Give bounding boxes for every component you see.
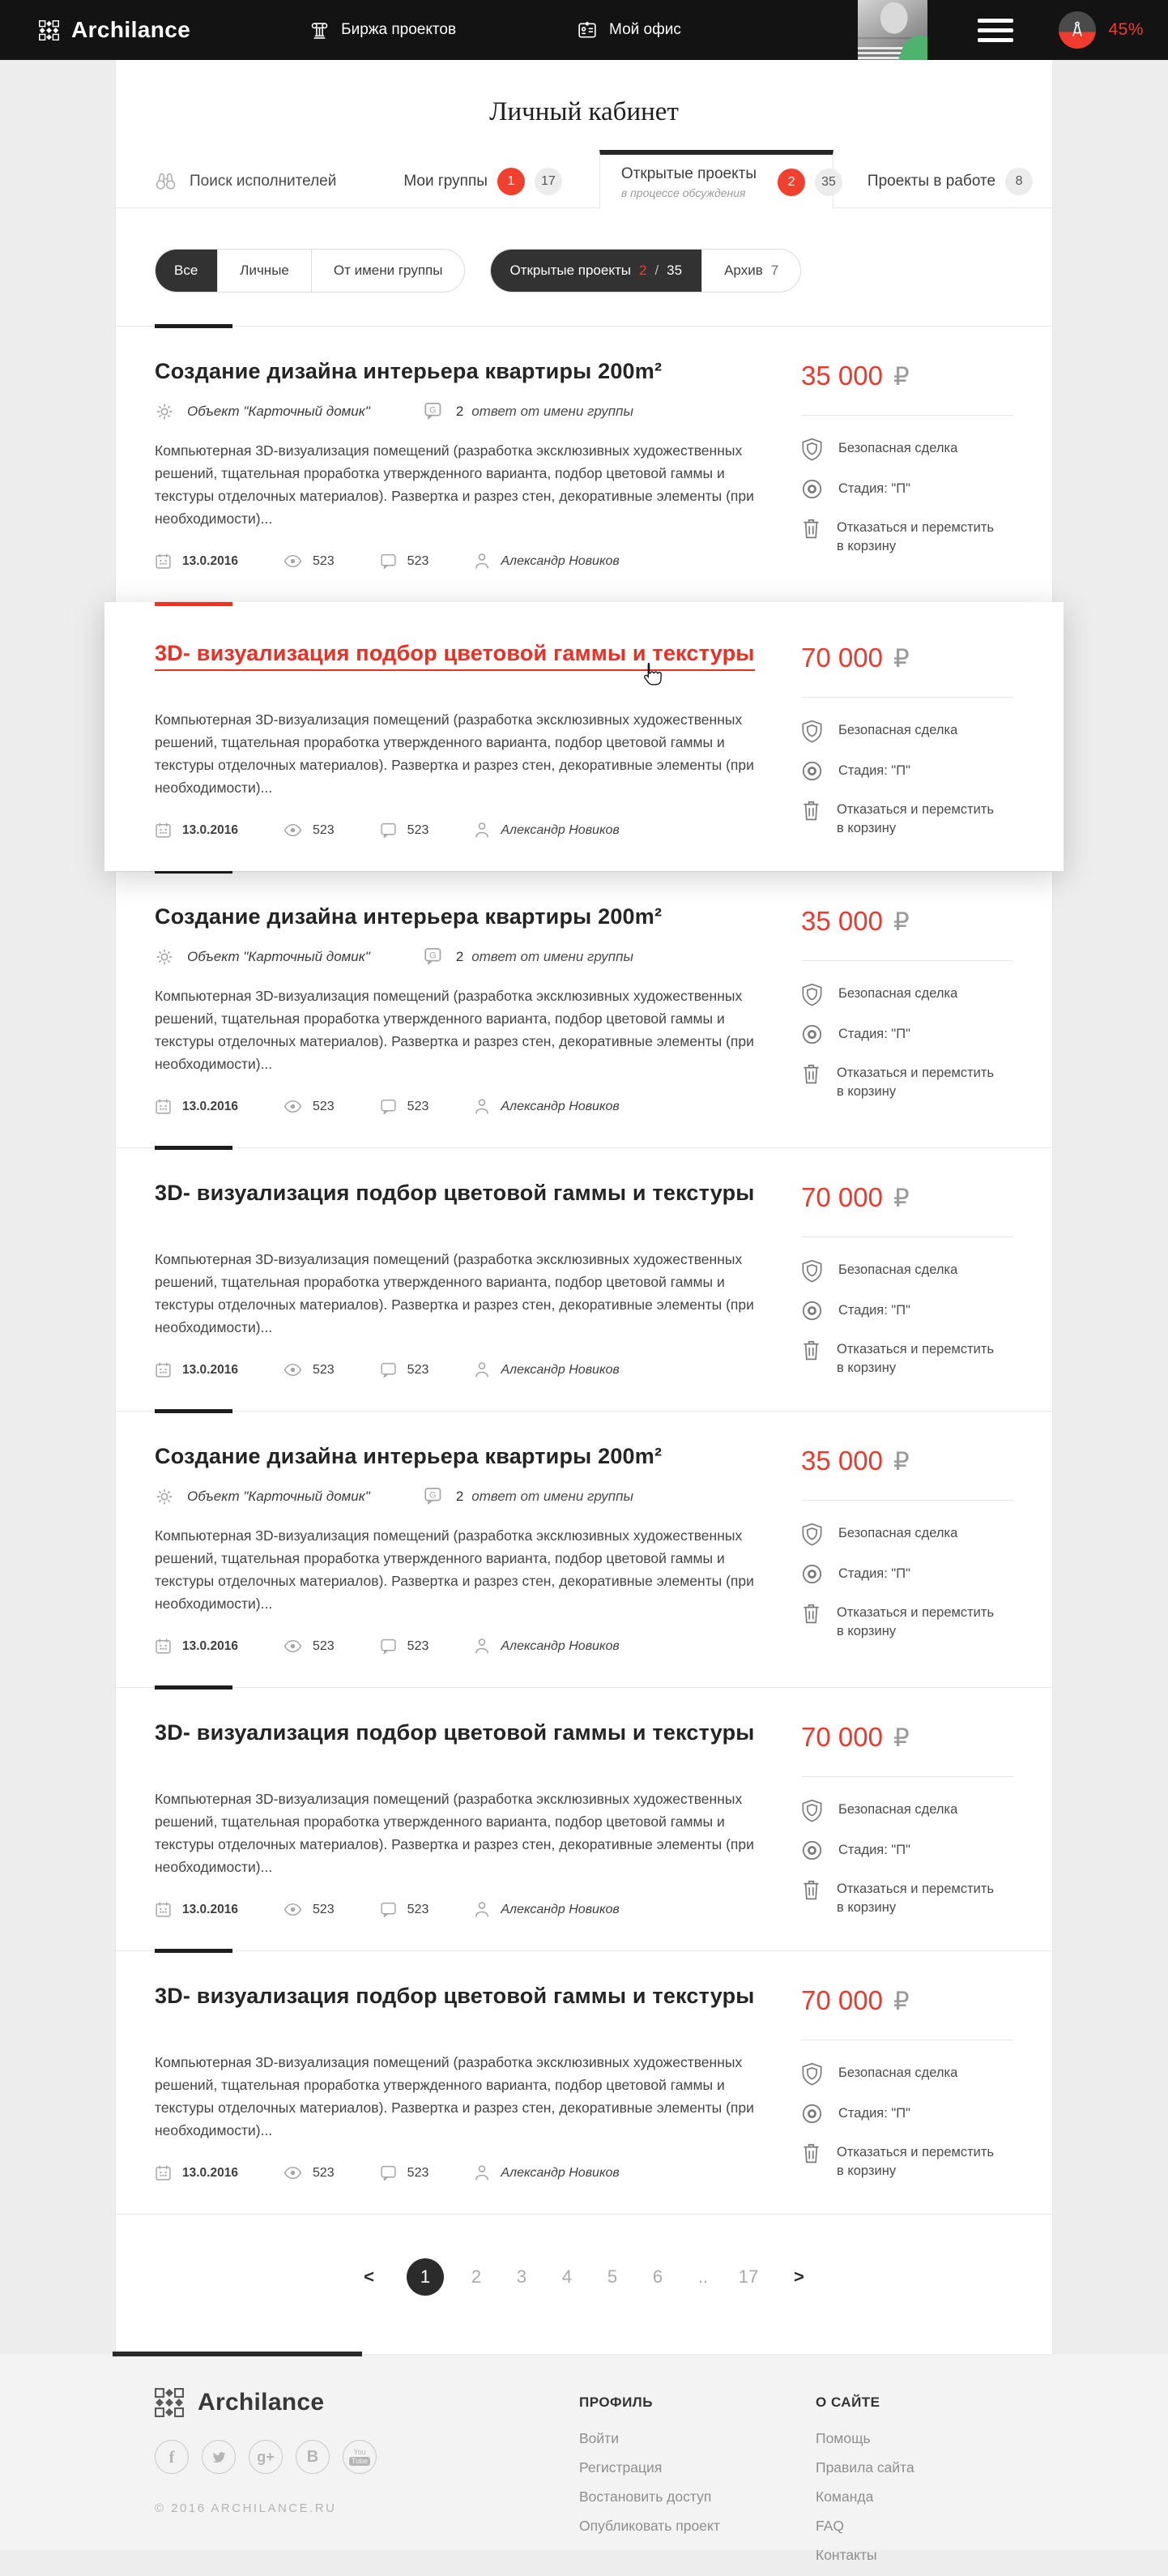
card-side-panel: [801, 1984, 1013, 2181]
total-count-badge: 17: [535, 168, 562, 195]
trash-icon: [801, 517, 821, 540]
publish-date: 13.0.2016: [155, 1361, 238, 1378]
copyright: © 2016 ARCHILANCE.RU: [155, 2501, 337, 2515]
project-price: 70 000 ₽: [801, 643, 910, 673]
open-total-count: 35: [667, 263, 683, 278]
total-count-badge: 35: [815, 169, 842, 196]
state-filter: [490, 249, 801, 293]
project-price: 70 000 ₽: [801, 1985, 910, 2015]
person-icon: [474, 822, 490, 839]
safe-deal-label: Безопасная сделка: [801, 721, 1013, 743]
divider: [801, 697, 1013, 698]
nav-item-exchange[interactable]: Биржа проектов: [310, 21, 456, 40]
comments-count[interactable]: 523: [380, 1901, 429, 1918]
project-card: [116, 1950, 1052, 2214]
shield-icon: [801, 720, 823, 743]
object-row: [155, 1486, 756, 1506]
total-count-badge: 8: [1005, 168, 1033, 195]
person-icon: [474, 1098, 490, 1115]
shield-icon: [801, 2062, 823, 2086]
card-side-panel: [801, 359, 1013, 570]
footer-logo[interactable]: [155, 2388, 579, 2417]
shield-icon: [801, 1523, 823, 1546]
views-count: 523: [283, 1363, 335, 1378]
group-replies-count: 2: [455, 1488, 464, 1504]
menu-icon[interactable]: [978, 19, 1013, 42]
footer-column: [816, 2388, 1013, 2576]
hand-cursor-icon: [639, 662, 662, 688]
person-icon: [474, 1638, 490, 1655]
object-row: [155, 401, 756, 421]
project-title-link[interactable]: Создание дизайна интерьера квартиры 200m²: [155, 1444, 663, 1468]
svg-text:G: G: [428, 1490, 437, 1501]
gear-icon: [155, 947, 174, 967]
project-description: Компьютерная 3D-визуализация помещений (разработка эксклюзивных художественных решений, тщательная проработка утвержденного варианта, подбор цветовой гаммы и текстуры отделочных материалов). Развертка и разрез стен, декоративные элементы (при необходимости)...: [155, 1527, 754, 1612]
stage-label: Стадия: "П": [801, 1301, 1013, 1322]
header: [0, 0, 1168, 60]
safe-deal-label: Безопасная сделка: [801, 1261, 1013, 1283]
object-row: [155, 946, 756, 967]
project-author[interactable]: Александр Новиков: [474, 1638, 619, 1655]
card-side-panel: [801, 904, 1013, 1115]
comments-count[interactable]: 523: [380, 822, 429, 839]
filter-personal[interactable]: Личные: [217, 250, 311, 292]
stage-target-icon: [801, 1563, 823, 1585]
project-meta: [155, 1638, 756, 1655]
footer-columns: [579, 2388, 1013, 2576]
project-card: [116, 1147, 1052, 1411]
divider: [801, 1776, 1013, 1777]
person-icon: [474, 1361, 490, 1378]
project-price: 70 000 ₽: [801, 1182, 910, 1212]
facebook-icon[interactable]: f: [155, 2440, 189, 2474]
group-replies-count: 2: [455, 948, 464, 964]
card-side-panel: [801, 1181, 1013, 1378]
new-count-badge: 2: [778, 169, 805, 196]
project-card: [116, 1687, 1052, 1950]
stage-target-icon: [801, 2103, 823, 2125]
card-side-panel: [801, 641, 1013, 839]
filter-open-projects[interactable]: Открытые проекты 2 / 35: [490, 249, 701, 293]
discard-button[interactable]: Отказаться и перемстить в корзину: [801, 519, 1013, 556]
project-title-link[interactable]: 3D- визуализация подбор цветовой гаммы и текстуры: [155, 1720, 755, 1745]
filter-group[interactable]: От имени группы: [311, 250, 465, 292]
comments-count[interactable]: 523: [380, 1638, 429, 1655]
card-side-panel: [801, 1444, 1013, 1655]
group-replies-label: ответ от имени группы: [471, 403, 633, 419]
discard-button[interactable]: Отказаться и перемстить в корзину: [801, 1064, 1013, 1101]
divider: [801, 960, 1013, 961]
person-icon: [474, 1901, 490, 1918]
views-count: 523: [283, 2166, 335, 2181]
youtube-icon[interactable]: You Tube: [343, 2440, 377, 2474]
project-title-link[interactable]: Создание дизайна интерьера квартиры 200m²: [155, 904, 663, 929]
ruble-sign: ₽: [893, 1184, 910, 1212]
google-plus-icon[interactable]: g+: [249, 2440, 283, 2474]
page-ellipsis: ..: [697, 2266, 709, 2287]
project-price: 35 000 ₽: [801, 1446, 910, 1476]
page-title: Личный кабинет: [489, 97, 679, 126]
stage-label: Стадия: "П": [801, 1565, 1013, 1585]
id-card-icon: [578, 20, 597, 40]
group-replies-label: ответ от имени группы: [471, 948, 633, 964]
project-author[interactable]: Александр Новиков: [474, 1901, 619, 1918]
tab-projects-in-work[interactable]: Проекты в работе 8: [867, 168, 1033, 195]
comment-icon: [380, 1638, 397, 1655]
eye-icon: [283, 1639, 302, 1653]
scope-filter: [155, 249, 465, 293]
new-count-badge: 1: [497, 168, 525, 195]
behance-icon[interactable]: B: [296, 2440, 330, 2474]
ruble-sign: ₽: [893, 908, 910, 936]
safe-deal-label: Безопасная сделка: [801, 985, 1013, 1006]
discard-button[interactable]: Отказаться и перемстить в корзину: [801, 2143, 1013, 2181]
trash-icon: [801, 2142, 821, 2164]
calendar-icon: [155, 822, 172, 839]
object-label: Объект "Карточный домик": [187, 403, 370, 419]
eye-icon: [283, 1100, 302, 1113]
page-number[interactable]: 4: [561, 2266, 573, 2287]
ruble-sign: ₽: [893, 1724, 910, 1752]
publish-date: 13.0.2016: [155, 822, 238, 839]
project-price: 35 000 ₽: [801, 361, 910, 391]
calendar-icon: [155, 1901, 172, 1918]
footer-column-title: ПРОФИЛЬ: [579, 2394, 653, 2410]
page-number[interactable]: 5: [607, 2266, 618, 2287]
project-description: Компьютерная 3D-визуализация помещений (разработка эксклюзивных художественных решений, тщательная проработка утвержденного варианта, подбор цветовой гаммы и текстуры отделочных материалов). Развертка и разрез стен, декоративные элементы (при необходимости)...: [155, 1251, 754, 1335]
ruble-sign: ₽: [893, 1447, 910, 1476]
project-meta: [155, 1098, 756, 1115]
trash-icon: [801, 799, 821, 822]
binoculars-icon: [155, 171, 177, 191]
user-avatar[interactable]: [858, 0, 927, 60]
brand-logo[interactable]: [39, 17, 190, 43]
pagination: [116, 2214, 1052, 2354]
calendar-icon: [155, 553, 172, 570]
trash-icon: [801, 1878, 821, 1901]
ruble-sign: ₽: [893, 644, 910, 673]
publish-date: 13.0.2016: [155, 553, 238, 570]
calendar-icon: [155, 1638, 172, 1655]
project-title-link[interactable]: 3D- визуализация подбор цветовой гаммы и текстуры: [155, 1984, 755, 2008]
project-price: 70 000 ₽: [801, 1722, 910, 1752]
compass-icon: [1068, 20, 1087, 40]
eye-icon: [283, 1903, 302, 1916]
tab-open-projects[interactable]: Открытые проекты в процессе обсуждения 2 35: [599, 150, 833, 209]
header-right: [858, 0, 1168, 60]
svg-text:G: G: [428, 405, 437, 416]
prev-page-arrow[interactable]: <: [364, 2266, 374, 2287]
tab-my-groups[interactable]: Мои группы 1 17: [403, 168, 562, 195]
project-author[interactable]: Александр Новиков: [474, 822, 619, 839]
object-label: Объект "Карточный домик": [187, 1488, 370, 1504]
footer-link[interactable]: Контакты: [816, 2547, 877, 2563]
project-description: Компьютерная 3D-визуализация помещений (разработка эксклюзивных художественных решений, тщательная проработка утвержденного варианта, подбор цветовой гаммы и текстуры отделочных материалов). Развертка и разрез стен, декоративные элементы (при необходимости)...: [155, 1791, 754, 1875]
publish-date: 13.0.2016: [155, 1901, 238, 1918]
stage-target-icon: [801, 1839, 823, 1861]
project-description: Компьютерная 3D-визуализация помещений (разработка эксклюзивных художественных решений, тщательная проработка утвержденного варианта, подбор цветовой гаммы и текстуры отделочных материалов). Развертка и разрез стен, декоративные элементы (при необходимости)...: [155, 711, 754, 796]
page-number[interactable]: 17: [738, 2266, 759, 2287]
project-description: Компьютерная 3D-визуализация помещений (разработка эксклюзивных художественных решений, тщательная проработка утвержденного варианта, подбор цветовой гаммы и текстуры отделочных материалов). Развертка и разрез стен, декоративные элементы (при необходимости)...: [155, 2054, 754, 2138]
tab-search-executors[interactable]: Поиск исполнителей: [155, 171, 336, 191]
comments-count[interactable]: 523: [380, 553, 429, 570]
filter-bar: [155, 249, 1052, 293]
project-author[interactable]: Александр Новиков: [474, 2164, 619, 2181]
footer-link[interactable]: Регистрация: [579, 2459, 663, 2476]
views-count: 523: [283, 1100, 335, 1114]
project-title-link[interactable]: 3D- визуализация подбор цветовой гаммы и текстуры: [155, 1181, 755, 1205]
header-nav: [310, 20, 681, 40]
lattice-logo-icon: [39, 20, 59, 41]
main-container: [116, 60, 1052, 2354]
eye-icon: [283, 2166, 302, 2180]
footer-link[interactable]: Правила сайта: [816, 2459, 914, 2476]
project-price: 35 000 ₽: [801, 906, 910, 936]
trash-icon: [801, 1602, 821, 1625]
discard-button[interactable]: Отказаться и перемстить в корзину: [801, 1340, 1013, 1378]
project-meta: [155, 2164, 756, 2181]
footer-link[interactable]: FAQ: [816, 2518, 845, 2534]
footer-column-title: О САЙТЕ: [816, 2394, 880, 2410]
footer-brand-name: Archilance: [198, 2389, 325, 2416]
stage-target-icon: [801, 760, 823, 782]
project-author[interactable]: Александр Новиков: [474, 553, 619, 570]
archive-count: 7: [770, 263, 779, 278]
safe-deal-label: Безопасная сделка: [801, 439, 1013, 461]
stage-target-icon: [801, 478, 823, 500]
footer-link[interactable]: Помощь: [816, 2430, 871, 2446]
next-page-arrow[interactable]: >: [794, 2266, 804, 2287]
project-title-link[interactable]: Создание дизайна интерьера квартиры 200m²: [155, 359, 663, 383]
gear-icon: [155, 1487, 174, 1506]
page-number[interactable]: 1: [407, 2258, 444, 2296]
nav-item-office[interactable]: Мой офис: [578, 20, 681, 40]
project-description: Компьютерная 3D-визуализация помещений (разработка эксклюзивных художественных решений, тщательная проработка утвержденного варианта, подбор цветовой гаммы и текстуры отделочных материалов). Развертка и разрез стен, декоративные элементы (при необходимости)...: [155, 988, 754, 1072]
safe-deal-label: Безопасная сделка: [801, 1801, 1013, 1822]
views-count: 523: [283, 554, 335, 569]
shield-icon: [801, 438, 823, 461]
stage-label: Стадия: "П": [801, 2104, 1013, 2125]
footer-link[interactable]: Востановить доступ: [579, 2488, 712, 2505]
comment-icon: [380, 822, 397, 839]
ruble-sign: ₽: [893, 362, 910, 391]
group-replies-count: 2: [455, 403, 464, 419]
publish-date: 13.0.2016: [155, 1098, 238, 1115]
page-number[interactable]: 6: [652, 2266, 663, 2287]
group-reply-icon: [424, 401, 444, 421]
object-label: Объект "Карточный домик": [187, 948, 370, 964]
eye-icon: [283, 554, 302, 568]
group-reply-icon: [424, 1486, 444, 1506]
calendar-icon: [155, 1361, 172, 1378]
views-count: 523: [283, 823, 335, 838]
comments-count[interactable]: 523: [380, 2164, 429, 2181]
comment-icon: [380, 1901, 397, 1918]
footer-link[interactable]: Команда: [816, 2488, 874, 2505]
discard-button[interactable]: Отказаться и перемстить в корзину: [801, 801, 1013, 838]
page-number[interactable]: 2: [471, 2266, 482, 2287]
ruble-sign: ₽: [893, 1987, 910, 2015]
publish-date: 13.0.2016: [155, 2164, 238, 2181]
page-number[interactable]: 3: [516, 2266, 527, 2287]
publish-date: 13.0.2016: [155, 1638, 238, 1655]
project-meta: [155, 1361, 756, 1378]
project-title-link[interactable]: 3D- визуализация подбор цветовой гаммы и текстуры: [155, 641, 756, 666]
project-card: [104, 602, 1064, 871]
brand-name: Archilance: [71, 17, 191, 42]
divider: [801, 1500, 1013, 1501]
social-links: [155, 2440, 579, 2474]
stage-target-icon: [801, 1023, 823, 1045]
comments-count[interactable]: 523: [380, 1361, 429, 1378]
views-count: 523: [283, 1639, 335, 1654]
open-new-count: 2: [638, 263, 647, 278]
column-icon: [310, 21, 329, 40]
safe-deal-label: Безопасная сделка: [801, 1524, 1013, 1546]
comment-icon: [380, 553, 397, 570]
footer-link[interactable]: Опубликовать проект: [579, 2518, 720, 2534]
stage-label: Стадия: "П": [801, 480, 1013, 500]
footer-column: [579, 2388, 816, 2576]
eye-icon: [283, 1363, 302, 1377]
eye-icon: [283, 823, 302, 837]
pagination-pages: [397, 2258, 771, 2296]
stage-label: Стадия: "П": [801, 762, 1013, 782]
svg-text:G: G: [428, 951, 437, 961]
comment-icon: [380, 2164, 397, 2181]
gear-icon: [155, 402, 174, 421]
project-meta: [155, 1901, 756, 1918]
discard-button[interactable]: Отказаться и перемстить в корзину: [801, 1880, 1013, 1917]
tab-subtitle: в процессе обсуждения: [620, 186, 746, 199]
footer: [0, 2354, 1168, 2563]
comment-icon: [380, 1098, 397, 1115]
comment-icon: [380, 1361, 397, 1378]
footer-left: [155, 2388, 579, 2576]
project-card: [116, 871, 1052, 1147]
project-card: [116, 326, 1052, 602]
trash-icon: [801, 1062, 821, 1085]
project-list: [116, 326, 1052, 2214]
lattice-logo-icon: [155, 2388, 184, 2417]
card-side-panel: [801, 1720, 1013, 1918]
footer-link[interactable]: Войти: [579, 2430, 619, 2446]
comments-count[interactable]: 523: [380, 1098, 429, 1115]
views-count: 523: [283, 1903, 335, 1917]
project-meta: [155, 553, 756, 570]
stage-label: Стадия: "П": [801, 1841, 1013, 1861]
trash-icon: [801, 1339, 821, 1361]
group-reply-icon: [424, 946, 444, 967]
shield-icon: [801, 1259, 823, 1283]
project-author[interactable]: Александр Новиков: [474, 1098, 619, 1115]
project-description: Компьютерная 3D-визуализация помещений (разработка эксклюзивных художественных решений, тщательная проработка утвержденного варианта, подбор цветовой гаммы и текстуры отделочных материалов). Развертка и разрез стен, декоративные элементы (при необходимости)...: [155, 442, 754, 527]
calendar-icon: [155, 1098, 172, 1115]
shield-icon: [801, 1799, 823, 1822]
safe-deal-label: Безопасная сделка: [801, 2064, 1013, 2086]
profile-progress-badge[interactable]: [1059, 11, 1096, 49]
person-icon: [474, 553, 490, 570]
stage-target-icon: [801, 1300, 823, 1322]
person-icon: [474, 2164, 490, 2181]
filter-all[interactable]: Все: [155, 249, 217, 293]
filter-archive[interactable]: Архив 7: [701, 250, 800, 292]
shield-icon: [801, 983, 823, 1006]
project-author[interactable]: Александр Новиков: [474, 1361, 619, 1378]
group-replies-label: ответ от имени группы: [471, 1488, 633, 1504]
divider: [801, 415, 1013, 416]
calendar-icon: [155, 2164, 172, 2181]
tab-bar: [116, 155, 1052, 208]
project-card: [116, 1411, 1052, 1687]
twitter-icon[interactable]: [202, 2440, 236, 2474]
profile-progress-value: 45%: [1108, 20, 1144, 39]
stage-label: Стадия: "П": [801, 1025, 1013, 1045]
project-meta: [155, 822, 756, 839]
discard-button[interactable]: Отказаться и перемстить в корзину: [801, 1604, 1013, 1641]
